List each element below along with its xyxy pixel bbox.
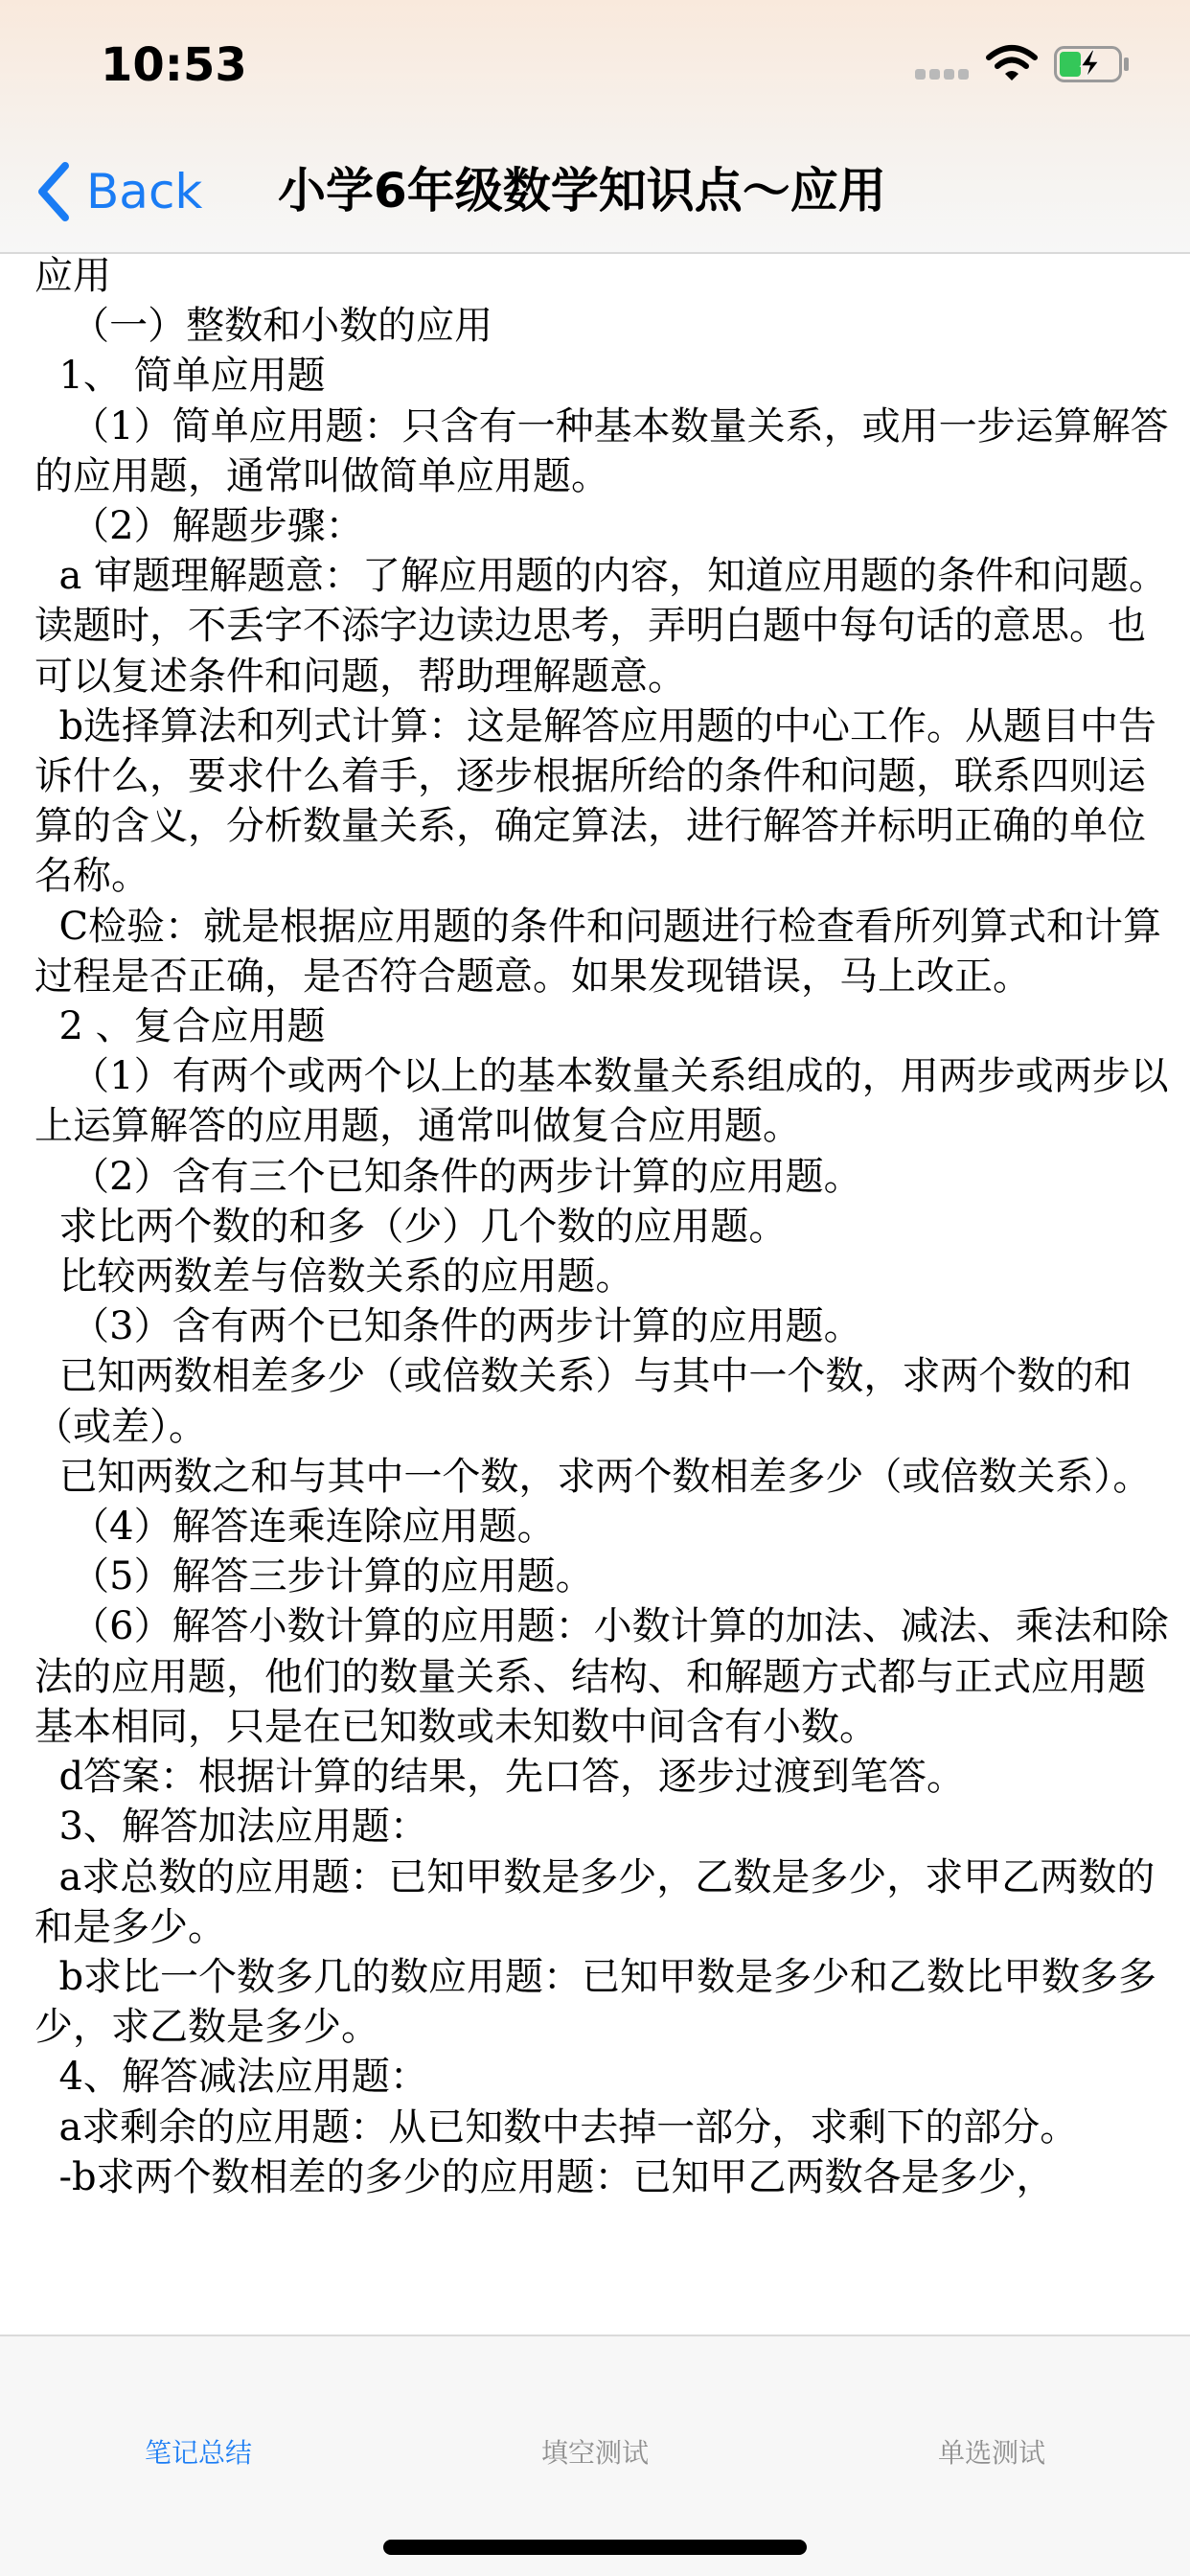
paragraph: a求剩余的应用题：从已知数中去掉一部分，求剩下的部分。 [34, 2104, 1079, 2150]
battery-charging-icon [1054, 46, 1131, 82]
paragraph: （4）解答连乘连除应用题。 [34, 1505, 556, 1550]
paragraph: 1、 简单应用题 [34, 354, 326, 399]
cellular-signal-icon [915, 69, 971, 80]
status-time: 10:53 [101, 38, 247, 92]
paragraph: 已知两数之和与其中一个数，求两个数相差多少（或倍数关系）。 [34, 1454, 1152, 1499]
paragraph: （1）有两个或两个以上的基本数量关系组成的，用两步或两步以上运算解答的应用题，通常叫做复合应用题。 [34, 1054, 1169, 1149]
tab-single-choice-test[interactable]: 单选测试 [937, 2437, 1045, 2469]
paragraph: a 审题理解题意：了解应用题的内容，知道应用题的条件和问题。读题时，不丢字不添字边读边思考，弄明白题中每句话的意思。也可以复述条件和问题，帮助理解题意。 [34, 554, 1167, 699]
paragraph: 已知两数相差多少（或倍数关系）与其中一个数，求两个数的和（或差）。 [34, 1354, 1133, 1449]
paragraph: （6）解答小数计算的应用题：小数计算的加法、减法、乘法和除法的应用题，他们的数量关系、结构、和解题方式都与正式应用题基本相同，只是在已知数或未知数中间含有小数。 [34, 1604, 1169, 1749]
paragraph: （3）含有两个已知条件的两步计算的应用题。 [34, 1304, 862, 1349]
back-button[interactable] [34, 153, 217, 230]
paragraph: 应用 [34, 254, 111, 298]
paragraph: 2 、复合应用题 [34, 1004, 326, 1049]
paragraph: （5）解答三步计算的应用题。 [34, 1554, 594, 1599]
paragraph: （2）解题步骤： [34, 504, 364, 549]
tab-bar [0, 2334, 1190, 2576]
back-label: Back [86, 164, 203, 219]
chevron-left-icon [34, 160, 73, 223]
paragraph: -b求两个数相差的多少的应用题：已知甲乙两数各是多少， [34, 2154, 1055, 2199]
notes-content[interactable] [34, 251, 1171, 2333]
paragraph: d答案：根据计算的结果，先口答，逐步过渡到笔答。 [34, 1755, 966, 1800]
paragraph: （2）含有三个已知条件的两步计算的应用题。 [34, 1154, 862, 1199]
paragraph: b选择算法和列式计算：这是解答应用题的中心工作。从题目中告诉什么，要求什么着手，逐步根据所给的条件和问题，联系四则运算的含义，分析数量关系，确定算法，进行解答并标明正确的单位名称。 [34, 703, 1157, 899]
paragraph: （一）整数和小数的应用 [34, 304, 493, 349]
wifi-icon [985, 44, 1039, 82]
paragraph: 求比两个数的和多（少）几个数的应用题。 [34, 1204, 788, 1249]
paragraph: b求比一个数多几的数应用题：已知甲数是多少和乙数比甲数多多少，求乙数是多少。 [34, 1954, 1157, 2050]
tab-notes-summary[interactable]: 笔记总结 [144, 2437, 252, 2469]
paragraph: 比较两数差与倍数关系的应用题。 [34, 1254, 634, 1300]
tab-fill-in-test[interactable]: 填空测试 [540, 2437, 649, 2469]
paragraph: 3、解答加法应用题： [34, 1805, 428, 1850]
navigation-header [0, 0, 1190, 254]
home-indicator[interactable] [383, 2540, 807, 2555]
paragraph: a求总数的应用题：已知甲数是多少，乙数是多少，求甲乙两数的和是多少。 [34, 1854, 1156, 1949]
paragraph: 4、解答减法应用题： [34, 2055, 428, 2100]
paragraph: （1）简单应用题：只含有一种基本数量关系，或用一步运算解答的应用题，通常叫做简单应用题。 [34, 403, 1169, 498]
paragraph: C检验：就是根据应用题的条件和问题进行检查看所列算式和计算过程是否正确，是否符合题意。如果发现错误，马上改正。 [34, 904, 1162, 999]
page-title: 小学6年级数学知识点～应用 [278, 163, 886, 218]
